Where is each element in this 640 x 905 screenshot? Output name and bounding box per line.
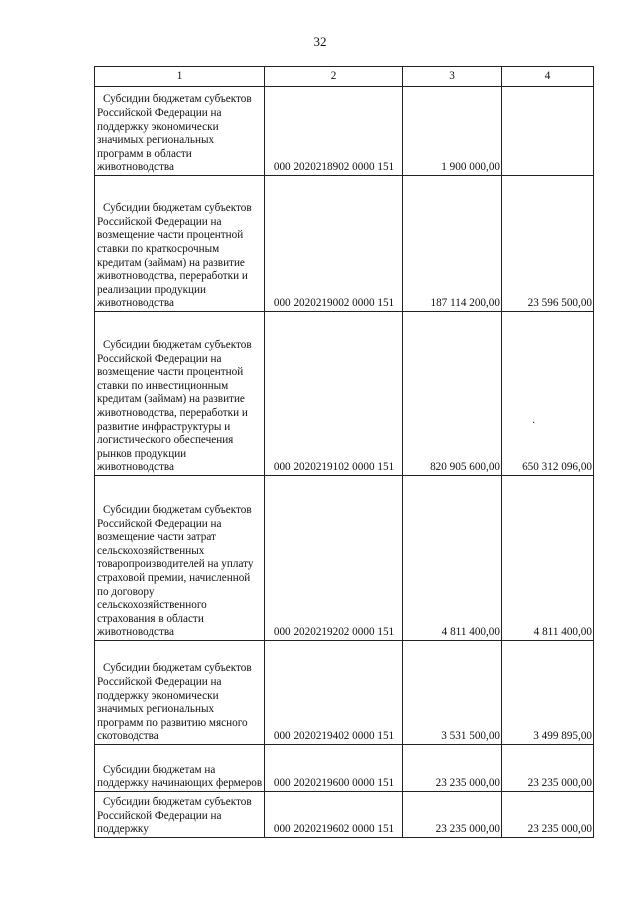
header-cell-2: 2: [265, 67, 403, 87]
table-row: [95, 312, 594, 476]
row-code: 000 2020219600 0000 151: [265, 745, 403, 792]
row-description: Субсидии бюджетам субъектов Российской Федерации на поддержку: [95, 792, 265, 838]
row-value-3: 4 811 400,00: [403, 476, 502, 641]
table-row: [95, 745, 594, 792]
row-description: Субсидии бюджетам на поддержку начинающих фермеров: [95, 745, 265, 792]
row-value-3: 23 235 000,00: [403, 792, 502, 838]
budget-table: [94, 66, 594, 838]
row-value-3: 1 900 000,00: [403, 87, 502, 176]
row-description: Субсидии бюджетам субъектов Российской Федерации на возмещение части затрат сельскохозяйственных товаропроизводителей на уплату страховой премии, начисленной по договору сельскохозяйственного страхования в области животноводства: [95, 476, 265, 641]
table-header: [95, 67, 594, 87]
row-value-4: 3 499 895,00: [502, 641, 594, 745]
row-description: Субсидии бюджетам субъектов Российской Федерации на поддержку экономически значимых региональных программ по развитию мясного скотоводства: [95, 641, 265, 745]
row-value-4: [502, 87, 594, 176]
row-value-3: 3 531 500,00: [403, 641, 502, 745]
row-code: 000 2020219002 0000 151: [265, 176, 403, 312]
table-row: [95, 476, 594, 641]
row-value-3: 187 114 200,00: [403, 176, 502, 312]
header-row: [95, 67, 594, 87]
row-description: Субсидии бюджетам субъектов Российской Федерации на поддержку экономически значимых региональных программ в области животноводства: [95, 87, 265, 176]
row-description: Субсидии бюджетам субъектов Российской Федерации на возмещение части процентной ставки по инвестиционным кредитам (займам) на развитие животноводства, переработки и развитие инфраструктуры и логистического обеспечения рынков продукции животноводства: [95, 312, 265, 476]
row-value-4: 23 235 000,00: [502, 792, 594, 838]
row-code: 000 2020219602 0000 151: [265, 792, 403, 838]
scan-dot-mark: ·: [532, 418, 536, 429]
page-number: 32: [313, 34, 327, 49]
row-code: 000 2020219402 0000 151: [265, 641, 403, 745]
row-value-3: 820 905 600,00: [403, 312, 502, 476]
row-value-4: 23 235 000,00: [502, 745, 594, 792]
header-cell-4: 4: [502, 67, 594, 87]
row-code: 000 2020219202 0000 151: [265, 476, 403, 641]
row-code: 000 2020219102 0000 151: [265, 312, 403, 476]
row-code: 000 2020218902 0000 151: [265, 87, 403, 176]
table-body: [95, 87, 594, 838]
header-cell-3: 3: [403, 67, 502, 87]
table-row: [95, 792, 594, 838]
table-row: [95, 87, 594, 176]
header-cell-1: 1: [95, 67, 265, 87]
row-value-4: 4 811 400,00: [502, 476, 594, 641]
table-row: [95, 176, 594, 312]
table-row: [95, 641, 594, 745]
row-description: Субсидии бюджетам субъектов Российской Федерации на возмещение части процентной ставки по краткосрочным кредитам (займам) на развитие животноводства, переработки и реализации продукции животноводства: [95, 176, 265, 312]
row-value-4: 650 312 096,00: [502, 312, 594, 476]
row-value-3: 23 235 000,00: [403, 745, 502, 792]
row-value-4: 23 596 500,00: [502, 176, 594, 312]
